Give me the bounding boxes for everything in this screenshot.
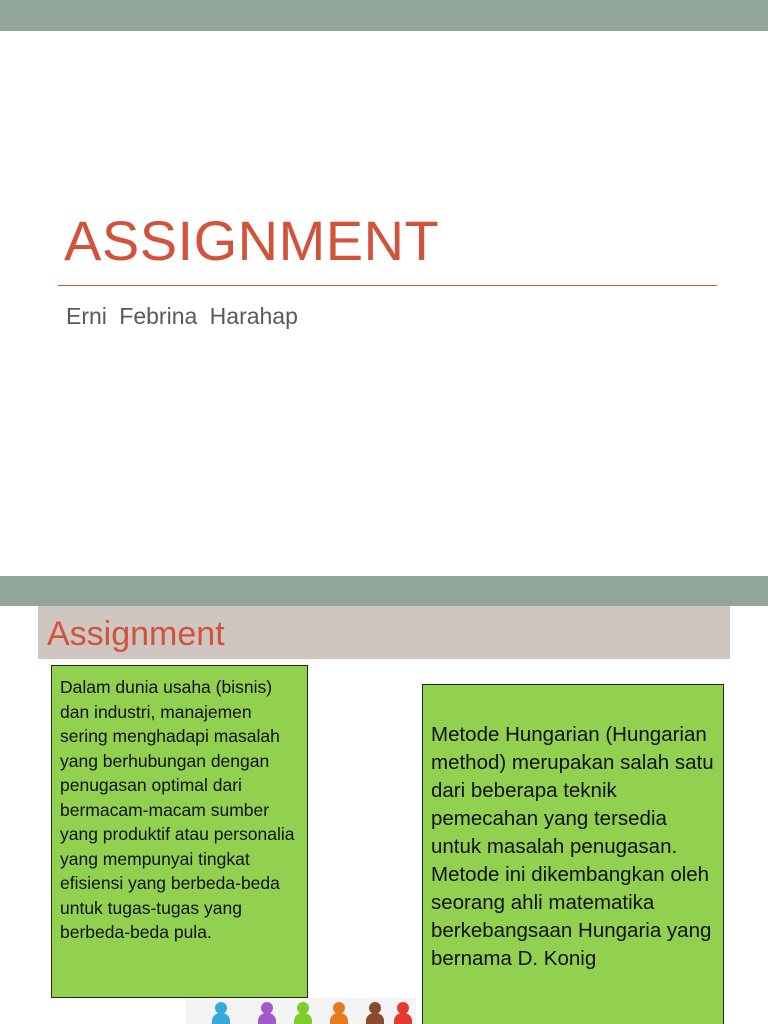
slide-title-bar xyxy=(38,606,730,659)
slide-title: Assignment xyxy=(47,615,225,653)
slide-subtitle: Erni Febrina Harahap xyxy=(66,303,298,329)
person-figure-icon xyxy=(256,1002,278,1024)
person-figure-icon xyxy=(392,1002,414,1024)
slide-header-band xyxy=(0,0,768,31)
right-text: Metode Hungarian (Hungarian method) merupakan salah satu dari beberapa teknik pemecahan yang tersedia untuk masalah penugasan. Metode ini dikembangkan oleh seorang ahli matematika berkebangsaan Hungaria yang bernama D. Konig xyxy=(431,723,714,970)
people-figures-icon xyxy=(186,998,416,1024)
left-text-box xyxy=(51,665,308,998)
person-figure-icon xyxy=(292,1002,314,1024)
person-figure-icon xyxy=(328,1002,350,1024)
content-slide xyxy=(0,576,768,1024)
person-figure-icon xyxy=(210,1002,232,1024)
person-figure-icon xyxy=(364,1002,386,1024)
slide-title: ASSIGNMENT xyxy=(64,209,440,272)
right-text-box xyxy=(422,684,724,1024)
title-divider xyxy=(58,285,717,286)
left-text: Dalam dunia usaha (bisnis) dan industri, manajemen sering menghadapi masalah yang berhubungan dengan penugasan optimal dari bermacam-macam sumber yang produktif atau personalia yang mempunyai tingkat efisiensi yang berbeda-beda untuk tugas-tugas yang berbeda-beda pula. xyxy=(60,677,295,942)
slide-header-band xyxy=(0,576,768,606)
